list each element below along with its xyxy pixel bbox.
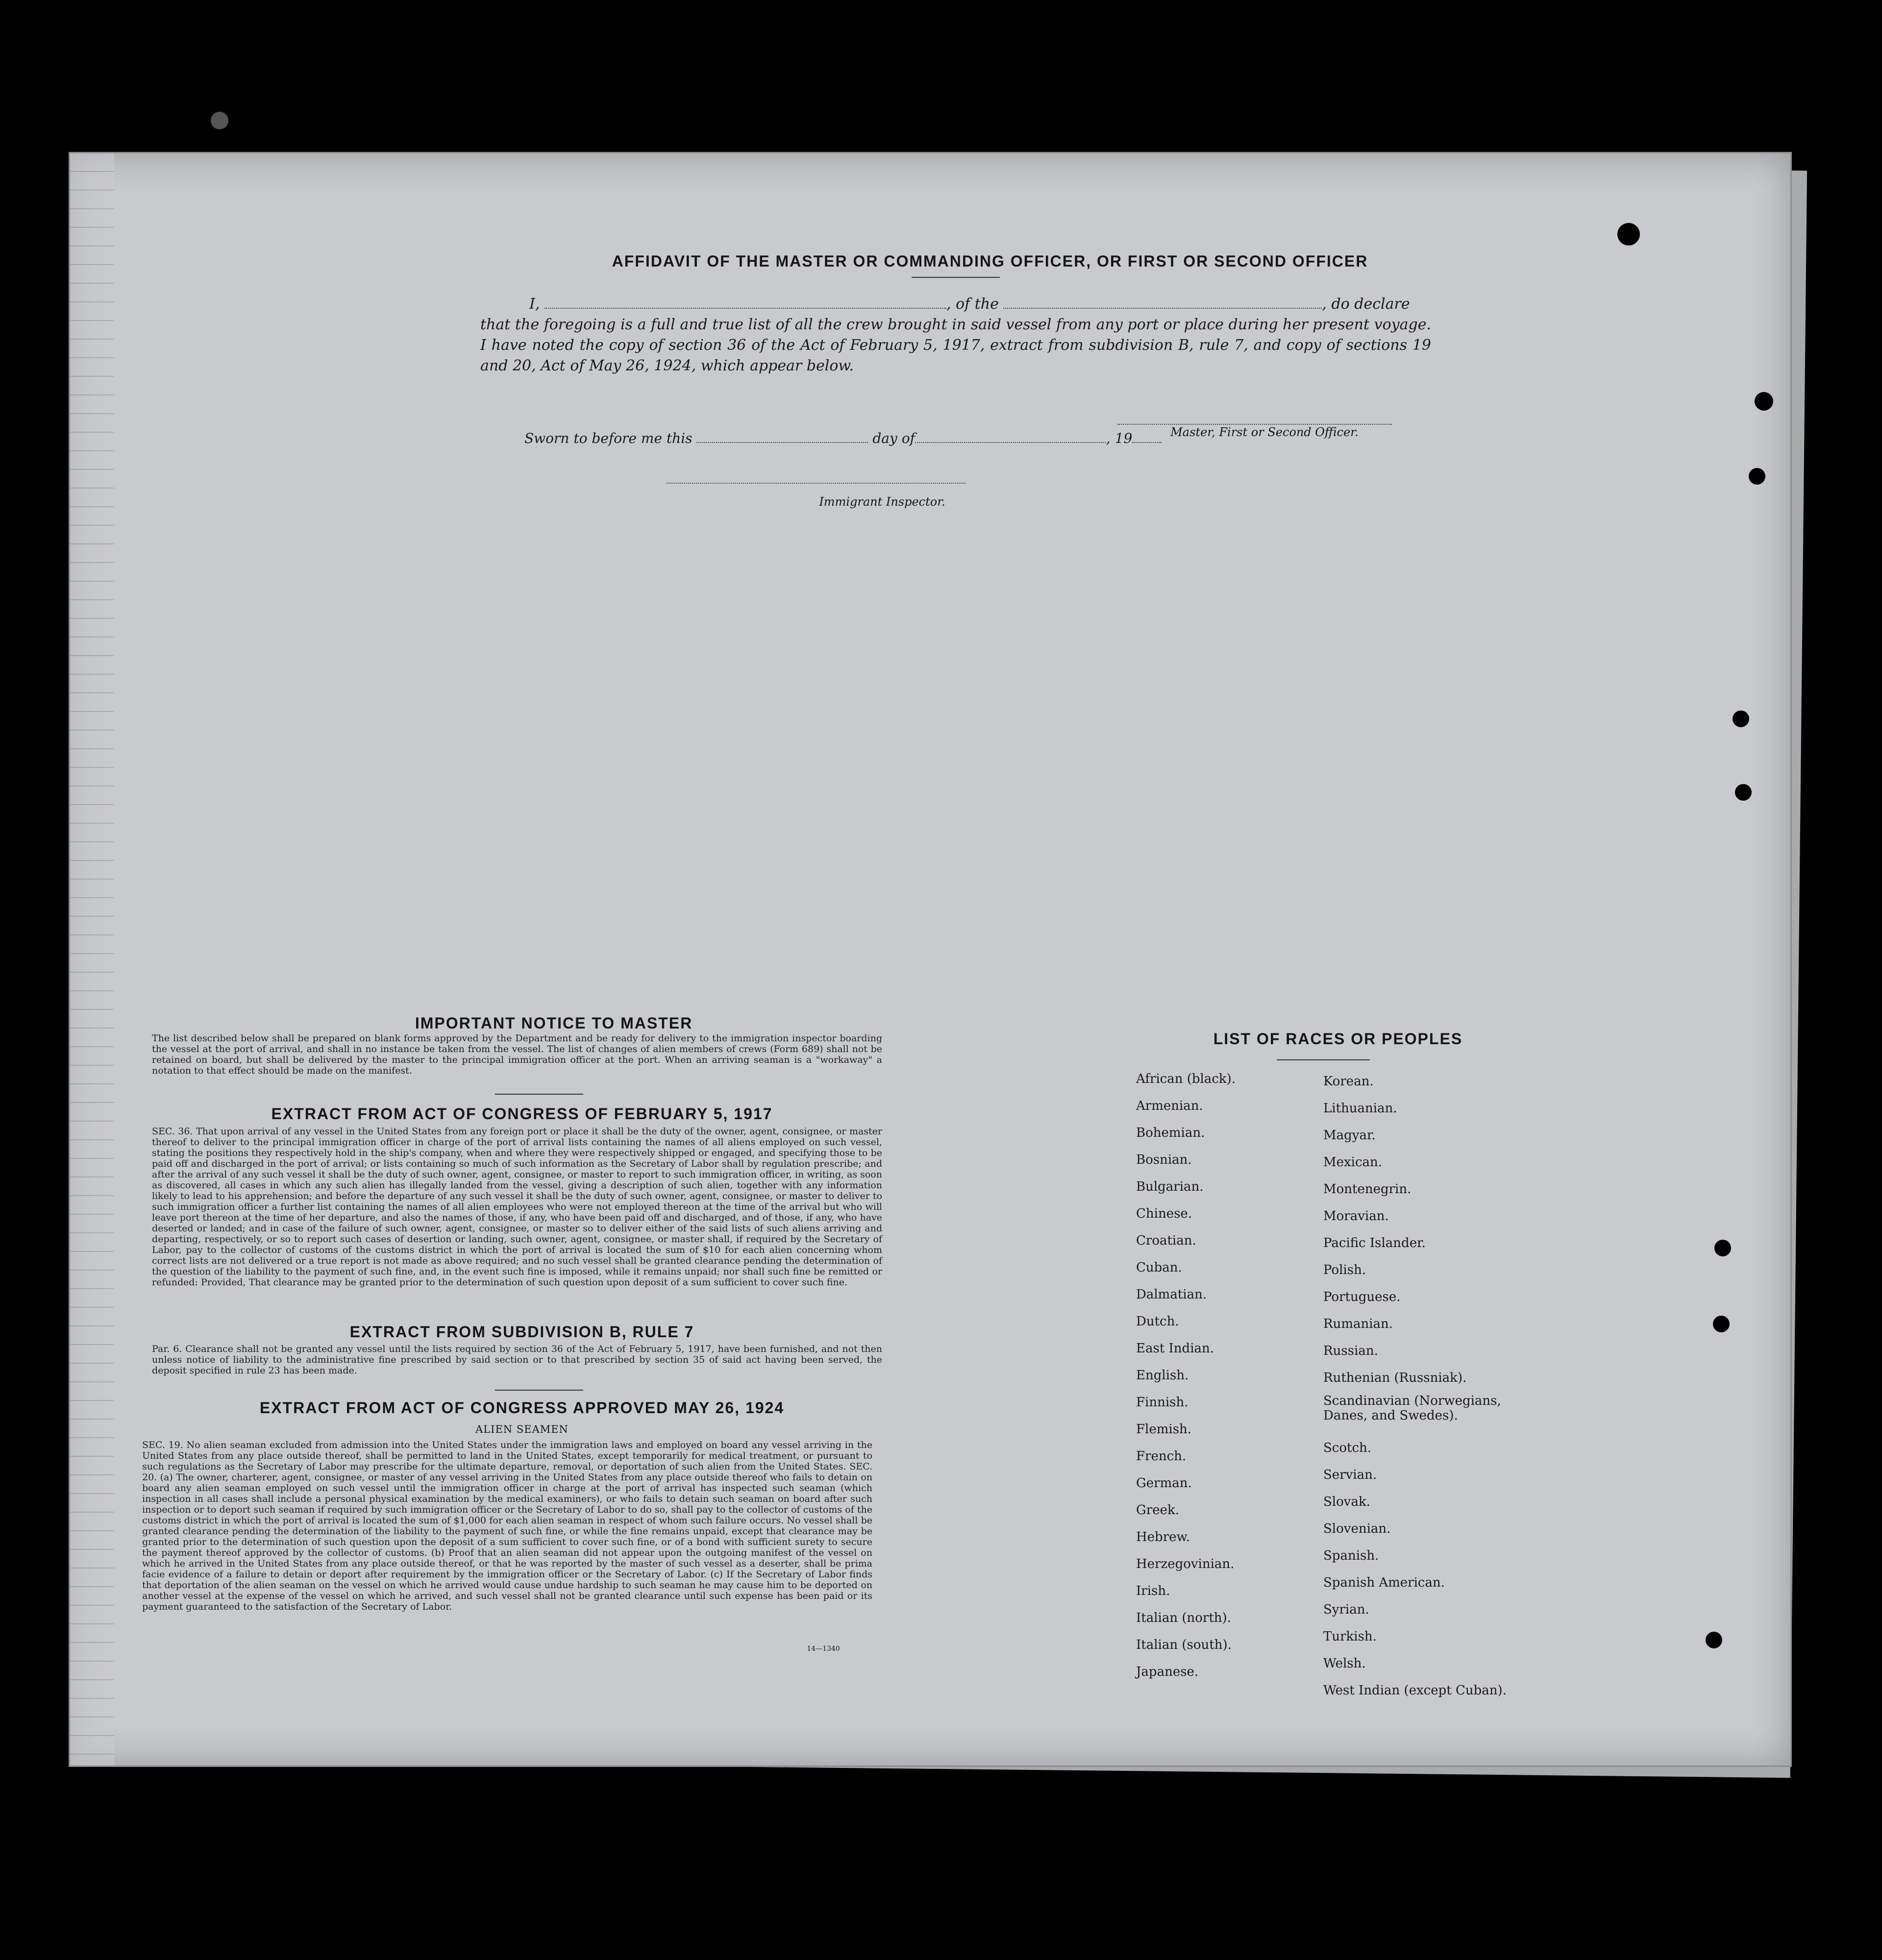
divider [495,1094,583,1095]
race-item: Montenegrin. [1323,1182,1412,1197]
race-item: Korean. [1323,1074,1374,1089]
punch-hole [1735,784,1752,801]
extract-1917-title: EXTRACT FROM ACT OF CONGRESS OF FEBRUARY 5, 1917 [271,1105,773,1123]
punch-hole [1755,392,1773,411]
race-item: Hebrew. [1136,1530,1190,1544]
punch-hole [1749,468,1765,485]
race-item: Dutch. [1136,1314,1179,1329]
vessel-blank[interactable] [1003,298,1322,309]
race-item: Greek. [1136,1503,1179,1518]
races-right-column [1323,1068,1529,1704]
race-item: Croatian. [1136,1233,1196,1248]
race-item: German. [1136,1476,1192,1491]
notice-title: IMPORTANT NOTICE TO MASTER [415,1014,693,1032]
races-left-column [1136,1066,1312,1686]
sworn-month-blank[interactable] [915,432,1106,443]
race-item: Spanish American. [1323,1575,1445,1590]
extract-1924-title: EXTRACT FROM ACT OF CONGRESS APPROVED MAY 26, 1924 [259,1399,785,1417]
race-item: Slovenian. [1323,1521,1391,1536]
race-item: African (black). [1136,1072,1236,1086]
race-item: Turkish. [1323,1629,1377,1644]
race-item: Herzegovinian. [1136,1557,1235,1571]
affidavit-body: that the foregoing is a full and true list of all the crew brought in said vessel from any port or place during her present voyage. I have noted the copy of section 36 of the Act of February 5, 1917, extract from subdivision B, rule 7, and copy of sections 19 and 20, Act of May 26, 1924, which appear below. [480,316,1431,374]
notice-text: The list described below shall be prepared on blank forms approved by the Department and be ready for delivery to the immigration inspector boarding the vessel at the port of arrival, and shall in no instance be taken from the vessel. The list of changes of alien members of crews (Form 689) shall not be retained on board, but shall be delivered by the master to the principal immigration officer at the port. When an arriving seaman is a "workaway" a notation to that effect should be made on the manifest. [152,1033,882,1076]
form-number: 14—1340 [807,1645,840,1653]
race-item: Pacific Islander. [1323,1236,1426,1250]
race-item: Ruthenian (Russniak). [1323,1371,1467,1385]
year-label: , 19 [1106,430,1133,446]
sworn-label: Sworn to before me this [524,430,693,446]
race-item: Servian. [1323,1468,1377,1482]
race-item: Italian (south). [1136,1638,1232,1652]
race-item: Italian (north). [1136,1611,1231,1625]
inspector-label: Immigrant Inspector. [819,495,945,509]
race-item: French. [1136,1449,1187,1464]
races-title: LIST OF RACES OR PEOPLES [1213,1030,1463,1048]
race-item: Moravian. [1323,1209,1389,1224]
affidavit-declare: , do declare [1322,295,1410,313]
punch-hole [1733,710,1749,727]
race-item: Chinese. [1136,1206,1192,1221]
alien-seamen-subtitle: ALIEN SEAMEN [475,1423,569,1435]
affidavit-i: I, [529,295,540,313]
extract-1924-text: SEC. 19. No alien seaman excluded from admission into the United States under the immigration laws and employed on board any vessel arriving in the United States from any place outside thereof, shall be permitted to land in the United States, except temporarily for medical treatment, or pursuant to such regulations as the Secretary of Labor may prescribe for the ultimate departure, removal, or deportation of such alien from the United States. SEC. 20. (a) The owner, charterer, agent, consignee, or master of any vessel arriving in the United States from any place outside thereof who fails to detain on board any alien seaman employed on such vessel until the immigration officer in charge at the port of arrival has inspected such seaman (which inspection in all cases shall include a personal physical examination by the medical examiners), or who fails to detain such seaman on board after such inspection or to deport such seaman if required by such immigration officer or the Secretary of Labor to do so, shall pay to the collector of customs of the customs district in which the port of arrival is located the sum of $1,000 for each alien seaman in respect of whom such failure occurs. No vessel shall be granted clearance pending the determination of the liability to the payment of such fine, or while the fine remains unpaid, except that clearance may be granted prior to the determination of such question upon the deposit of a sum sufficient to cover such fine, or of a bond with sufficient surety to secure the payment thereof approved by the collector of customs. (b) Proof that an alien seaman did not appear upon the outgoing manifest of the vessel on which he arrived in the United States from any place outside thereof, or that he was reported by the master of such vessel as a deserter, shall be prima facie evidence of a failure to detain or deport after requirement by the immigration officer or the Secretary of Labor. (c) If the Secretary of Labor finds that deportation of the alien seaman on the vessel on which he arrived would cause undue hardship to such seaman he may cause him to be deported on another vessel at the expense of the vessel on which he arrived, and such vessel shall not be granted clearance until such expense has been paid or its payment guaranteed to the satisfaction of the Secretary of Labor. [142,1440,872,1612]
affidavit-title: AFFIDAVIT OF THE MASTER OR COMMANDING OFFICER, OR FIRST OR SECOND OFFICER [612,252,1368,270]
punch-hole [1714,1240,1731,1256]
affidavit-of-the: , of the [946,295,999,313]
name-blank[interactable] [545,298,946,309]
extract-rule7-title: EXTRACT FROM SUBDIVISION B, RULE 7 [349,1323,694,1341]
race-item: Spanish. [1323,1548,1379,1563]
race-item: Finnish. [1136,1395,1189,1410]
dust-spot [211,112,228,129]
extract-1917-text: SEC. 36. That upon arrival of any vessel in the United States from any foreign port or place it shall be the duty of the owner, agent, consignee, or master thereof to deliver to the principal immigration officer in charge of the port of arrival lists containing the names of all aliens employed on such vessel, stating the positions they respectively hold in the ship's company, when and where they were respectively shipped or engaged, and specifying those to be paid off and discharged in the port of arrival; or lists containing so much of such information as the Secretary of Labor shall by regulation prescribe; and after the arrival of any such vessel it shall be the duty of such owner, agent, consignee, or master to report to such immigration officer, in writing, as soon as discovered, all cases in which any such alien has illegally landed from the vessel, giving a description of such alien, together with any information likely to lead to his apprehension; and before the departure of any such vessel it shall be the duty of such owner, agent, consignee, or master to deliver to such immigration officer a further list containing the names of all alien employees who were not employed thereon at the time of the arrival but who will leave port thereon at the time of her departure, and also the names of those, if any, who have been paid off and discharged, and of those, if any, who have deserted or landed; and in case of the failure of such owner, agent, consignee, or master so to deliver either of the said lists of such aliens arriving and departing, respectively, or so to report such cases of desertion or landing, such owner, agent, consignee, or master shall, if required by the Secretary of Labor, pay to the collector of customs of the customs district in which the port of arrival is located the sum of $10 for each alien concerning whom correct lists are not delivered or a true report is not made as above required; and no such vessel shall be granted clearance pending the determination of the question of the liability to the payment of such fine, and, in the event such fine is imposed, while it remains unpaid; nor shall such fine be remitted or refunded: Provided, That clearance may be granted prior to the determination of such question upon deposit of a sum sufficient to cover such fine. [152,1126,882,1288]
race-item: Slovak. [1323,1494,1370,1509]
race-item: Rumanian. [1323,1317,1393,1331]
race-item: Portuguese. [1323,1290,1401,1304]
sworn-line [524,430,1162,446]
punch-hole [1617,223,1640,245]
punch-hole [1706,1632,1722,1648]
inspector-signature-line[interactable] [667,483,966,484]
race-item: Welsh. [1323,1656,1366,1671]
extract-rule7-text: Par. 6. Clearance shall not be granted any vessel until the lists required by section 36 of the Act of February 5, 1917, have been furnished, and not then unless notice of liability to the administrative fine prescribed by said section or to that prescribed by section 35 of said act having been served, the deposit specified in rule 23 has been made. [152,1344,882,1376]
year-blank[interactable] [1132,432,1162,443]
race-item: English. [1136,1368,1189,1383]
race-item: Polish. [1323,1263,1366,1277]
sworn-day-blank[interactable] [696,432,868,443]
race-item: Armenian. [1136,1099,1203,1113]
punch-hole [1713,1316,1730,1332]
race-item: Bosnian. [1136,1152,1192,1167]
ruled-edge [70,153,114,1765]
race-item: Bulgarian. [1136,1179,1204,1194]
race-item: Mexican. [1323,1155,1383,1170]
race-item: Irish. [1136,1584,1170,1598]
race-item: Magyar. [1323,1128,1376,1143]
master-signature-line[interactable] [1117,424,1392,425]
race-item: Syrian. [1323,1602,1369,1617]
race-item: Scotch. [1323,1441,1372,1455]
race-item: Lithuanian. [1323,1101,1397,1116]
race-item: Japanese. [1136,1665,1199,1679]
master-signature-label: Master, First or Second Officer. [1170,425,1359,439]
divider [912,277,1000,278]
race-item: West Indian (except Cuban). [1323,1683,1507,1698]
race-item: Flemish. [1136,1422,1192,1437]
race-item: Bohemian. [1136,1126,1205,1140]
affidavit-line-1 [480,294,1431,315]
race-item: Dalmatian. [1136,1287,1207,1302]
race-item: Russian. [1323,1344,1378,1358]
race-item: East Indian. [1136,1341,1214,1356]
day-of-label: day of [872,430,915,446]
divider [1277,1059,1370,1060]
divider [495,1390,583,1391]
race-item: Scandinavian (Norwegians, Danes, and Swedes). [1323,1394,1501,1423]
race-item: Cuban. [1136,1260,1182,1275]
